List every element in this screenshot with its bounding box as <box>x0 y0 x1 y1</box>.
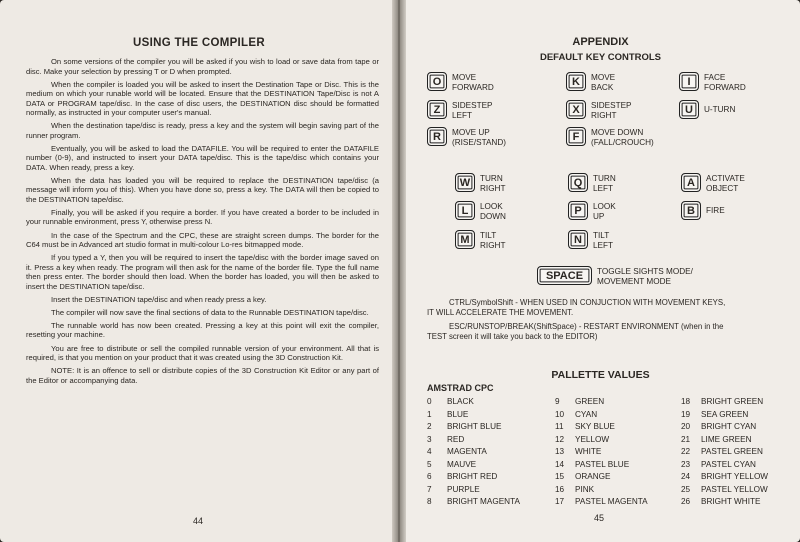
key-label: FORWARD <box>452 82 494 92</box>
palette-row: 10 CYAN <box>555 409 598 419</box>
note-line: IT WILL ACCELERATE THE MOVEMENT. <box>427 308 574 317</box>
paragraph: You are free to distribute or sell the compiled runnable version of your environment. All that is required, is that you mention on your product that it was created using the 3D Construction Kit. <box>26 343 379 363</box>
key-label: U-TURN <box>704 105 736 114</box>
key-label: FORWARD <box>704 82 746 92</box>
right-page <box>401 0 800 542</box>
key-control-q <box>568 173 616 193</box>
key-control-b <box>681 201 725 220</box>
key-label: LEFT <box>452 110 473 120</box>
key-cap-space: SPACE <box>537 266 592 285</box>
palette-row: 6 BRIGHT RED <box>427 472 498 481</box>
key-control-space <box>537 266 693 286</box>
key-control-x <box>566 100 632 120</box>
palette-row: 17 PASTEL MAGENTA <box>555 497 648 506</box>
palette-row: 5 MAUVE <box>427 459 477 469</box>
key-cap-l: L <box>455 201 475 220</box>
palette-row: 12 YELLOW <box>555 434 610 444</box>
paragraph: When the destination tape/disc is ready, press a key and the system will begin saving part of the runner program. <box>26 121 379 140</box>
note-line: ESC/RUNSTOP/BREAK(ShiftSpace) - RESTART ENVIRONMENT (when in the <box>449 322 724 331</box>
note-line: CTRL/SymbolShift - WHEN USED IN CONJUCTION WITH MOVEMENT KEYS, <box>449 298 726 307</box>
paragraph: When the data has loaded you will be required to replace the DESTINATION tape/disc (a message will inform you of this). When you have done so, press a key. The DATA will then be copied to the DESTINATION tape/disc. <box>26 175 379 204</box>
appendix-title: APPENDIX <box>572 36 629 48</box>
key-label: LOOK <box>593 202 616 211</box>
key-control-l <box>455 201 506 221</box>
key-label: OBJECT <box>706 183 739 193</box>
key-label: DOWN <box>480 211 506 221</box>
key-cap-r: R <box>427 127 447 146</box>
key-label: (FALL/CROUCH) <box>591 137 654 147</box>
esc-note <box>427 322 777 342</box>
key-control-n <box>568 230 613 250</box>
key-cap-x: X <box>566 100 586 119</box>
palette-row: 0 BLACK <box>427 397 474 406</box>
key-label: TILT <box>593 231 610 240</box>
key-label: LEFT <box>593 183 614 193</box>
palette-row: 11 SKY BLUE <box>555 422 615 431</box>
palette-row: 8 BRIGHT MAGENTA <box>427 497 520 506</box>
paragraph: On some versions of the compiler you will be asked if you wish to load or save data from tape or disc. Make your selection by pressing T or D when prompted. <box>26 57 379 76</box>
palette-column-2 <box>555 396 648 509</box>
key-label: MOVE UP <box>452 128 490 137</box>
key-control-m <box>455 230 505 250</box>
palette-row: 9 GREEN <box>555 397 605 406</box>
key-cap-k: K <box>566 72 586 91</box>
key-label: RIGHT <box>480 183 506 193</box>
palette-row: 18 BRIGHT GREEN <box>681 397 764 406</box>
paragraph: When the compiler is loaded you will be asked to insert the Destination Tape or Disc. This is the medium on which your runable world will be located. Ensure that the DESTINATION Tape/Disc is not A DATA or PROGRAM tape/disc. In the case of disc users, the DESTINATION disc should be formatted normally, as instructed in your computer user's manual. <box>26 79 379 118</box>
paragraph: Finally, you will be asked if you require a border. If you have created a border to be included in your runnable environment, press Y, otherwise press N. <box>26 207 379 227</box>
key-label: MOVE DOWN <box>591 128 644 137</box>
palette-row: 2 BRIGHT BLUE <box>427 422 502 431</box>
palette-row: 13 WHITE <box>555 447 602 456</box>
key-cap-q: Q <box>568 173 588 192</box>
key-cap-b: B <box>681 201 701 220</box>
key-cap-w: W <box>455 173 475 192</box>
book-gutter <box>392 0 406 542</box>
left-page-title: USING THE COMPILER <box>133 37 265 49</box>
key-cap-a: A <box>681 173 701 192</box>
key-label: MOVE <box>452 73 477 82</box>
paragraph: Eventually, you will be asked to load the DATAFILE. You will be required to enter the DATAFILE number (0-9), and instructed to insert your DATA tape/disc. This is the tape/disc which contains your DATA. When ready, press a key. <box>26 143 379 172</box>
palette-row: 19 SEA GREEN <box>681 409 749 419</box>
palette-row: 1 BLUE <box>427 409 469 419</box>
key-label: FACE <box>704 73 726 82</box>
paragraph: The compiler will now save the final sections of data to the Runnable DESTINATION tape/disc. <box>51 307 369 317</box>
key-label: MOVEMENT MODE <box>597 276 671 286</box>
key-label: TURN <box>480 174 503 183</box>
key-control-f <box>566 127 654 147</box>
key-control-u <box>679 100 735 119</box>
palette-column-3 <box>681 396 768 509</box>
key-cap-m: M <box>455 230 475 249</box>
key-controls-title: DEFAULT KEY CONTROLS <box>539 52 662 63</box>
key-label: RIGHT <box>480 240 506 250</box>
palette-row: 21 LIME GREEN <box>681 434 752 444</box>
key-control-w <box>455 173 505 193</box>
key-label: TILT <box>480 231 497 240</box>
palette-row: 14 PASTEL BLUE <box>555 459 630 469</box>
key-cap-z: Z <box>427 100 447 119</box>
key-control-k <box>566 72 615 92</box>
key-label: RIGHT <box>591 110 617 120</box>
palette-row: 23 PASTEL CYAN <box>681 459 756 469</box>
palette-row: 15 ORANGE <box>555 472 611 481</box>
paragraph: If you typed a Y, then you will be required to insert the tape/disc with the border image saved on it. Press a key when ready. The program will then ask for the name of the border file. Type the full name then press enter. The border should then load. When the border has loaded, you will then be asked to insert the DESTINATION tape/disc. <box>26 253 379 291</box>
key-label: TOGGLE SIGHTS MODE/ <box>597 267 693 276</box>
palette-row: 22 PASTEL GREEN <box>681 447 763 456</box>
key-control-o <box>427 72 494 92</box>
key-control-z <box>427 100 493 120</box>
key-cap-n: N <box>568 230 588 249</box>
key-label: MOVE <box>591 73 616 82</box>
palette-platform: AMSTRAD CPC <box>427 383 494 393</box>
palette-row: 7 PURPLE <box>427 484 480 494</box>
note-line: TEST screen it will take you back to the EDITOR) <box>427 332 598 341</box>
key-cap-o: O <box>427 72 447 91</box>
key-control-i <box>679 72 746 92</box>
key-label: BACK <box>591 82 614 92</box>
paragraph: Insert the DESTINATION tape/disc and when ready press a key. <box>51 294 267 304</box>
page-number-left: 44 <box>193 516 204 526</box>
palette-row: 26 BRIGHT WHITE <box>681 497 761 506</box>
key-cap-i: I <box>679 72 699 91</box>
palette-column-1 <box>427 396 520 509</box>
key-control-a <box>681 173 745 193</box>
palette-row: 3 RED <box>427 434 465 444</box>
palette-row: 20 BRIGHT CYAN <box>681 422 757 431</box>
key-label: (RISE/STAND) <box>452 137 506 147</box>
paragraph: In the case of the Spectrum and the CPC, these are straight screen dumps. The border for the C64 must be in Advanced art studio format in multi-colour Lo-res bitmapped mode. <box>26 230 379 250</box>
palette-row: 24 BRIGHT YELLOW <box>681 472 769 481</box>
ctrl-note <box>427 298 777 318</box>
palette-row: 4 MAGENTA <box>427 447 487 456</box>
key-cap-u: U <box>679 100 699 119</box>
palette-row: 16 PINK <box>555 484 595 494</box>
key-label: LEFT <box>593 240 614 250</box>
key-cap-f: F <box>566 127 586 146</box>
key-label: LOOK <box>480 202 503 211</box>
key-cap-p: P <box>568 201 588 220</box>
paragraph: NOTE: It is an offence to sell or distribute copies of the 3D Construction Kit Editor or any part of the Editor or accompanying data. <box>26 366 379 385</box>
key-label: ACTIVATE <box>706 174 745 183</box>
key-control-r <box>427 127 506 147</box>
key-label: SIDESTEP <box>452 101 493 110</box>
palette-row: 25 PASTEL YELLOW <box>681 484 768 494</box>
key-control-p <box>568 201 616 221</box>
palette-title: PALLETTE VALUES <box>551 369 650 381</box>
page-number-right: 45 <box>594 513 605 523</box>
left-page <box>0 0 398 542</box>
key-label: SIDESTEP <box>591 101 632 110</box>
key-label: TURN <box>593 174 616 183</box>
paragraph: The runnable world has now been created. Pressing a key at this point will exit the compiler, resetting your machine. <box>26 320 379 340</box>
key-label: UP <box>593 211 605 221</box>
key-label: FIRE <box>706 206 725 215</box>
left-page-body <box>26 57 379 389</box>
